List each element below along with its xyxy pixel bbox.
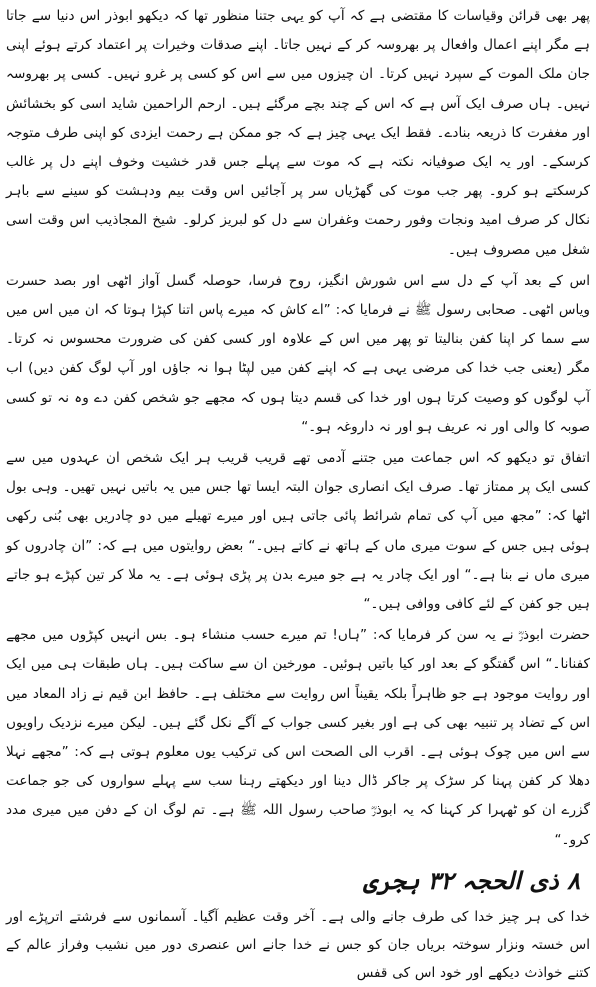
body-paragraph-4: حضرت ابوذرؓ نے یہ سن کر فرمایا کہ: ”ہاں! تم میرے حسب منشاء ہو۔ بس انہیں کپڑوں میں مجھے کفنانا۔“ اس گفتگو کے بعد اور کیا باتیں ہوئیں۔ مورخین ان سے ساکت ہیں۔ ہاں طبقات ہی میں ایک اور روایت موجود ہے جو ظاہراً بلکہ یقیناً اس روایت سے مختلف ہے۔ حافظ ابن قیم نے زاد المعاد میں اس کے تضاد پر تنبیہ بھی کی ہے اور بغیر کسی جواب کے آگے نکل گئے ہیں۔ لیکن میرے نزدیک راویوں سے اس میں چوک ہوئی ہے۔ اقرب الی الصحت اس کی ترکیب یوں معلوم ہوتی ہے کہ: ”مجھے نہلا دھلا کر کفن پہنا کر سڑک پر جاکر ڈال دینا اور دیکھتے رہنا سب سے پہلے سواروں کی جو جماعت گزرے ان کو ٹھہرا کر کہنا کہ یہ ابوذرؓ صاحب رسول اللہ ﷺ ہے۔ تم لوگ ان کے دفن میں میری مدد کرو۔“ xyxy=(6,627,590,848)
closing-paragraph: خدا کی ہر چیز خدا کی طرف جانے والی ہے۔ آخر وقت عظیم آگیا۔ آسمانوں سے فرشتے اترپڑے اور اس خستہ ونزار سوختہ بریاں جان کو جس نے خدا جانے اس عنصری دور میں نشیب وفراز عالم کے کتنے خواذث دیکھے اور خود اس کی قفس xyxy=(6,908,590,981)
body-paragraph-1: پھر بھی قرائن وقیاسات کا مقتضی ہے کہ آپ کو یہی جتنا منظور تھا کہ دیکھو ابوذر اس دنیا سے جاتا ہے مگر اپنے اعمال وافعال پر بھروسہ کر کے نہیں جاتا۔ اپنے صدقات وخیرات پر اعتماد کرتے ہوئے اپنی جان ملک الموت کے سپرد نہیں کرتا۔ ان چیزوں میں سے اس کو کسی پر غرو نہیں۔ کسی پر بھروسہ نہیں۔ ہاں صرف ایک آس ہے کہ اس کے چند بچے مرگئے ہیں۔ ارحم الراحمین شاید اسی کو بخشائش اور مغفرت کا ذریعہ بنادے۔ فقط ایک یہی چیز ہے کہ جو ممکن ہے رحمت ایزدی کو اپنی طرف متوجہ کرسکے۔ اور یہ ایک صوفیانہ نکتہ ہے کہ موت سے پہلے جس قدر خشیت وخوف اپنے دل پر غالب کرسکتے ہو کرو۔ پھر جب موت کی گھڑیاں سر پر آجائیں اس وقت بیم ودہشت کو سینے سے باہر نکال کر صرف امید ونجات وفور رحمت وغفران سے دل کو لبریز کرلو۔ شیخ المجاذیب اس وقت اسی شغل میں مصروف ہیں۔ xyxy=(6,8,590,258)
closing-block xyxy=(6,903,590,987)
document-page xyxy=(6,2,590,981)
body-paragraph-3: اتفاق تو دیکھو کہ اس جماعت میں جتنے آدمی تھے قریب قریب ہر ایک شخص ان عہدوں میں سے کسی ایک پر ممتاز تھا۔ صرف ایک انصاری جوان البتہ ایسا تھا جس میں یہ باتیں نہیں تھیں۔ وہی بول اٹھا کہ: ”مجھ میں آپ کی تمام شرائط پائی جاتی ہیں اور میرے تھیلے میں دو چادریں بھی بُنی رکھی ہوئی ہیں جس کے سوت میری ماں کے ہاتھ نے کاتے ہیں۔“ بعض روایتوں میں ہے کہ: ”ان چادروں کو میری ماں نے بنا ہے۔“ اور ایک چادر یہ ہے جو میرے بدن پر پڑی ہوئی ہے۔ یہ ملا کر تین کپڑے ہو جاتے ہیں جو کفن کے لئے کافی ووافی ہیں۔“ xyxy=(6,450,590,613)
section-heading-date: ۸ ذی الحجہ ۳۲ ہجری xyxy=(363,866,580,895)
body-paragraph-2: اس کے بعد آپ کے دل سے اس شورش انگیز، روح فرسا، حوصلہ گسل آواز اٹھی اور بصد حسرت ویاس اٹھی۔ صحابی رسول ﷺ نے فرمایا کہ: ”اے کاش کہ میرے پاس اتنا کپڑا ہوتا کہ ان میں اس میں سے سما کر اپنا کفن بنالیتا تو پھر میں اس کے علاوہ اور کسی کفن کی ضرورت محسوس نہ کرتا۔ مگر (یعنی جب خدا کی مرضی یہی ہے کہ اپنے کفن میں لپٹا ہوا نہ جاؤں اور آپ لوگ کفن دیں) اب آپ لوگوں کو وصیت کرتا ہوں اور خدا کی قسم دیتا ہوں کہ مجھے جو شخص کفن دے وہ نہ تو کسی صوبہ کا والی اور نہ عریف ہو اور نہ داروغہ ہو۔“ xyxy=(6,272,590,435)
